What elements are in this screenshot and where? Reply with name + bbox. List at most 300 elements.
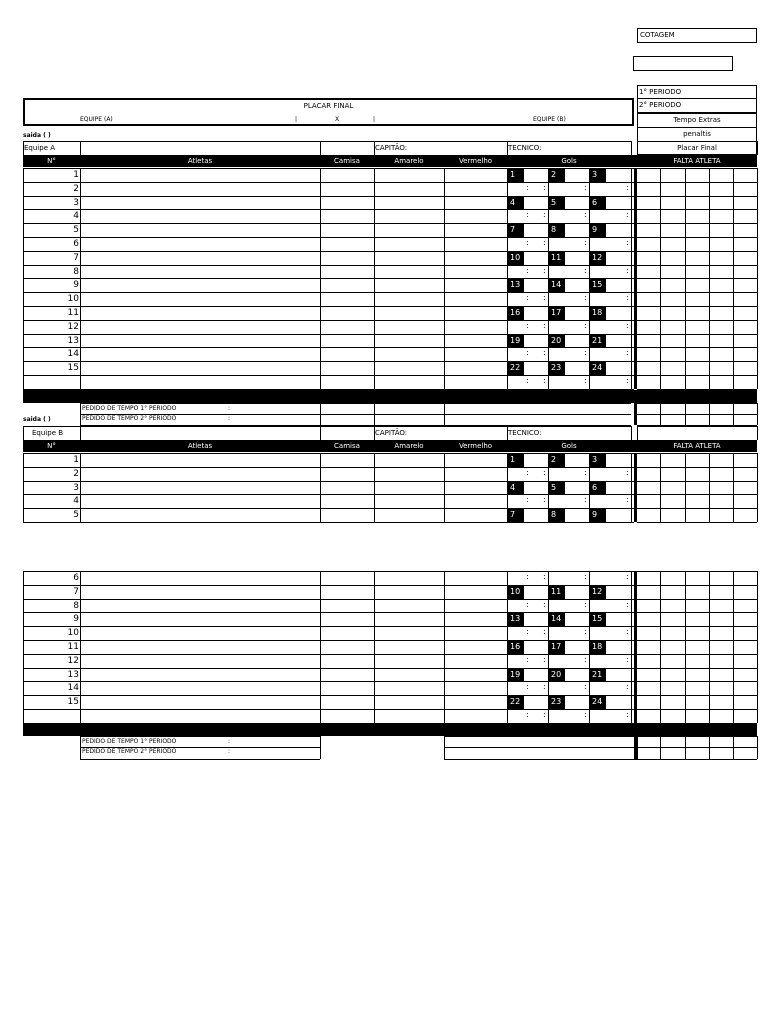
grid-line [637,522,757,523]
grid-line [685,403,686,425]
goal-number-box: 18 [590,641,606,654]
grid-line [320,168,321,389]
goal-time-colon: : [526,265,529,275]
grid-line [660,168,661,389]
athlete-name-cell[interactable] [81,454,319,466]
goal-number-box: 9 [590,224,606,237]
grid-line [637,375,757,376]
pedido-1-colon: : [228,405,231,412]
grid-line [637,251,757,252]
goal-time-colon: : [626,710,629,719]
grid-line [637,141,638,155]
header-num: N° [47,157,56,165]
goal-number-box: 22 [508,696,524,709]
athlete-row-number: 14 [67,349,79,360]
grid-line [374,168,375,389]
grid-line [637,654,757,655]
athlete-row-number: 12 [67,321,79,332]
goal-time-colon: : [626,495,629,505]
goal-time-colon: : [584,293,587,303]
grid-line [637,508,757,509]
goal-number-box: 17 [549,307,565,320]
grid-line [757,403,758,425]
goal-number-box: 19 [508,335,524,348]
grid-line [374,403,375,425]
placar-final-side-label: Placar Final [677,144,717,152]
goal-time-colon: : [526,210,529,220]
goal-time-colon: : [626,210,629,220]
athlete-row-number: 10 [67,294,79,305]
goal-time-colon: : [526,654,529,664]
penaltis-label: penaltis [683,130,711,138]
goal-number-box: 15 [590,279,606,292]
goal-time-colon: : [526,710,529,719]
cotagem-input[interactable] [633,56,733,71]
capitao-label-b: CAPITÃO: [375,429,408,437]
grid-line [637,182,757,183]
athlete-name-cell[interactable] [81,482,319,494]
grid-line [685,736,686,759]
tempo-extras-label: Tempo Extras [673,116,721,124]
goal-time-colon: : [626,572,629,581]
periodo1-label: 1° PERIODO [639,88,682,96]
capitao-label-a: CAPITÃO: [375,144,408,152]
grid-line [637,306,757,307]
grid-line [757,571,758,723]
header-camisa: Camisa [334,442,360,450]
goal-number-box: 10 [508,586,524,599]
goal-number-box: 14 [549,613,565,626]
goal-time-colon: : [584,627,587,637]
athlete-row-number: 2 [73,468,79,479]
grid-line [23,426,24,440]
goal-time-colon: : [584,467,587,477]
athlete-row-number: 8 [73,266,79,277]
placar-sep-1: | [295,116,298,123]
goal-time-colon: : [584,495,587,505]
goal-time-colon: : [543,293,546,303]
athlete-name-cell[interactable] [81,362,319,374]
goal-number-box: 7 [508,224,524,237]
grid-line [685,168,686,389]
goal-number-box: 24 [590,696,606,709]
goal-time-colon: : [543,265,546,275]
grid-line [709,736,710,759]
athlete-name-cell[interactable] [81,335,319,347]
grid-line [637,695,757,696]
athlete-row-number: 9 [73,280,79,291]
athlete-name-cell[interactable] [81,307,319,319]
goal-number-box: 21 [590,335,606,348]
grid-line [631,141,632,155]
goal-number-box: 24 [590,362,606,375]
athlete-row-number: 4 [73,496,79,507]
goal-time-colon: : [584,182,587,192]
grid-line [637,320,757,321]
grid-line [660,403,661,425]
goal-time-colon: : [543,376,546,385]
goal-number-box: 19 [508,669,524,682]
athlete-row-number: 1 [73,455,79,465]
athlete-row-number: 14 [67,683,79,694]
goal-time-colon: : [526,495,529,505]
athlete-name-cell[interactable] [81,238,319,250]
athlete-row-number: 9 [73,614,79,625]
grid-line [757,141,758,155]
grid-line [444,747,757,748]
goal-number-box: 8 [549,509,565,522]
goal-time-colon: : [584,654,587,664]
goal-time-colon: : [626,320,629,330]
grid-line [637,168,757,169]
goal-time-colon: : [584,599,587,609]
header-gols: Gols [561,442,577,450]
athlete-row-number: 4 [73,211,79,222]
goal-time-colon: : [543,210,546,220]
pedido-1-label-a: PEDIDO DE TEMPO 1° PERIODO [82,405,177,412]
grid-line [733,736,734,759]
goal-time-colon: : [584,376,587,385]
goal-time-colon: : [543,572,546,581]
grid-line [637,640,757,641]
header-amarelo: Amarelo [394,442,424,450]
goal-time-colon: : [626,682,629,692]
goal-number-box: 20 [549,669,565,682]
header-gols: Gols [561,157,577,165]
grid-line [637,209,757,210]
goal-time-colon: : [584,348,587,358]
header-camisa: Camisa [334,157,360,165]
tecnico-label-a: TECNICO: [508,144,542,152]
pedido-1-colon: : [228,738,231,745]
athlete-row-number: 6 [73,239,79,249]
athlete-name-cell[interactable] [81,641,319,653]
goal-number-box: 8 [549,224,565,237]
header-vermelho: Vermelho [458,157,493,165]
grid-line [637,292,757,293]
goal-time-colon: : [543,627,546,637]
header-atletas: Atletas [187,442,213,450]
grid-line [320,426,321,440]
grid-line [320,453,321,522]
team-a-footer-band [23,390,757,403]
grid-line [320,736,321,759]
grid-line [23,522,634,523]
header-amarelo: Amarelo [394,157,424,165]
athlete-name-cell[interactable] [81,252,319,264]
grid-line [637,403,757,404]
goal-time-colon: : [526,293,529,303]
grid-line [637,278,757,279]
goal-time-colon: : [584,682,587,692]
goal-number-box: 22 [508,362,524,375]
goal-number-box: 1 [508,169,524,182]
goal-time-colon: : [543,320,546,330]
goal-number-box: 17 [549,641,565,654]
team-name-b: Equipe B [32,429,64,437]
grid-line [637,141,757,142]
grid-line [637,626,757,627]
athlete-row-number: 15 [67,363,79,374]
pedido-2-label-b: PEDIDO DE TEMPO 2° PERIODO [82,748,177,755]
grid-line [631,571,632,723]
grid-line [80,426,81,440]
grid-line [444,759,757,760]
athlete-row-number: 1 [73,170,79,180]
goal-number-box: 13 [508,279,524,292]
grid-line [685,571,686,723]
grid-line [374,571,375,723]
athlete-name-cell[interactable] [81,348,319,360]
grid-line [637,571,757,572]
goal-number-box: 23 [549,696,565,709]
athlete-name-cell[interactable] [81,495,319,507]
grid-line [637,612,757,613]
goal-time-colon: : [626,293,629,303]
goal-time-colon: : [543,238,546,247]
athlete-row-number: 3 [73,197,79,208]
goal-number-box: 6 [590,197,606,210]
grid-line [444,403,445,425]
team-name-a: Equipe A [24,144,56,152]
athlete-name-cell[interactable] [81,293,319,305]
athlete-name-cell[interactable] [81,468,319,480]
pedido-2-colon: : [228,748,231,755]
grid-line [320,141,321,155]
goal-time-colon: : [584,710,587,719]
goal-time-colon: : [626,348,629,358]
goal-time-colon: : [543,710,546,719]
athlete-name-cell[interactable] [81,266,319,278]
athlete-row-number: 7 [73,586,79,597]
athlete-row-number: 7 [73,252,79,263]
grid-line [757,453,758,522]
goal-time-colon: : [584,572,587,581]
goal-time-colon: : [584,210,587,220]
goal-time-colon: : [526,467,529,477]
goal-number-box: 11 [549,586,565,599]
placar-x: X [335,116,340,123]
athlete-name-cell[interactable] [81,224,319,236]
grid-line [637,494,757,495]
goal-time-colon: : [626,627,629,637]
goal-number-box: 23 [549,362,565,375]
goal-time-colon: : [626,654,629,664]
goal-time-colon: : [543,654,546,664]
grid-line [631,426,632,440]
goal-time-colon: : [626,467,629,477]
goal-time-colon: : [543,495,546,505]
grid-line [709,453,710,522]
goal-number-box: 2 [549,454,565,467]
team-b-footer-band [23,723,757,736]
goal-number-box: 2 [549,169,565,182]
grid-line [374,453,375,522]
athlete-name-cell[interactable] [81,321,319,333]
athlete-row-number: 11 [67,308,79,318]
goal-number-box: 1 [508,454,524,467]
grid-line [637,426,757,427]
goal-time-colon: : [526,376,529,385]
pedido-2-colon: : [228,415,231,422]
athlete-name-cell[interactable] [81,210,319,222]
athlete-name-cell[interactable] [81,169,319,181]
athlete-row-number: 10 [67,628,79,639]
grid-line [733,168,734,389]
goal-number-box: 16 [508,641,524,654]
athlete-row-number: 15 [67,697,79,708]
athlete-name-cell[interactable] [81,669,319,681]
goal-number-box: 3 [590,169,606,182]
goal-number-box: 18 [590,307,606,320]
grid-line [757,736,758,759]
athlete-row-number: 3 [73,482,79,493]
goal-time-colon: : [526,182,529,192]
cotagem-label: COTAGEM [640,31,675,39]
saida-b: saida ( ) [23,416,51,423]
goal-time-colon: : [626,599,629,609]
grid-line [444,168,445,389]
goal-time-colon: : [526,627,529,637]
grid-line [757,426,758,440]
grid-line [637,426,638,440]
grid-line [320,403,321,425]
grid-line [637,334,757,335]
goal-number-box: 3 [590,454,606,467]
goal-number-box: 16 [508,307,524,320]
grid-line [733,453,734,522]
grid-line [80,736,81,759]
goal-time-colon: : [526,238,529,247]
athlete-name-cell[interactable] [81,613,319,625]
grid-line [660,736,661,759]
grid-line [637,709,757,710]
goal-time-colon: : [626,182,629,192]
goal-number-box: 13 [508,613,524,626]
athlete-name-cell[interactable] [81,197,319,209]
grid-line [80,403,81,425]
grid-line [80,141,81,155]
grid-line [733,403,734,425]
athlete-name-cell[interactable] [81,586,319,598]
athlete-name-cell[interactable] [81,627,319,639]
header-vermelho: Vermelho [458,442,493,450]
goal-time-colon: : [626,376,629,385]
goal-time-colon: : [543,599,546,609]
athlete-row-number: 5 [73,510,79,521]
grid-line [444,571,445,723]
grid-line [320,571,321,723]
grid-line [709,168,710,389]
grid-line [631,168,632,389]
athlete-name-cell[interactable] [81,682,319,694]
goal-number-box: 10 [508,252,524,265]
athlete-name-cell[interactable] [81,655,319,667]
goal-number-box: 12 [590,586,606,599]
grid-line [80,759,320,760]
athlete-name-cell[interactable] [81,696,319,708]
grid-line [733,571,734,723]
tecnico-label-b: TECNICO: [508,429,542,437]
goal-number-box: 21 [590,669,606,682]
grid-line [757,168,758,389]
goal-number-box: 6 [590,482,606,495]
grid-line [709,403,710,425]
grid-line [637,599,757,600]
grid-line [637,736,638,759]
grid-line [637,668,757,669]
grid-line [444,736,445,759]
grid-line [637,223,757,224]
grid-line [637,453,757,454]
grid-line [660,571,661,723]
saida-a: saida ( ) [23,132,51,139]
athlete-name-cell[interactable] [81,509,319,521]
grid-line [685,453,686,522]
goal-number-box: 4 [508,197,524,210]
athlete-row-number: 11 [67,642,79,652]
grid-line [637,237,757,238]
pedido-2-label-a: PEDIDO DE TEMPO 2° PERIODO [82,415,177,422]
goal-time-colon: : [526,682,529,692]
grid-line [444,453,445,522]
athlete-row-number: 5 [73,225,79,236]
grid-line [637,467,757,468]
thick-separator [634,453,637,522]
grid-line [637,585,757,586]
goal-number-box: 4 [508,482,524,495]
goal-number-box: 12 [590,252,606,265]
goal-number-box: 15 [590,613,606,626]
goal-time-colon: : [584,265,587,275]
goal-number-box: 20 [549,335,565,348]
header-num: N° [47,442,56,450]
athlete-name-cell[interactable] [81,183,319,195]
grid-line [660,453,661,522]
goal-time-colon: : [584,238,587,247]
athlete-row-number: 6 [73,573,79,583]
goal-time-colon: : [626,265,629,275]
grid-line [637,681,757,682]
grid-line [631,453,632,522]
goal-number-box: 14 [549,279,565,292]
goal-time-colon: : [543,682,546,692]
thick-separator [634,168,637,389]
athlete-row-number: 12 [67,655,79,666]
goal-time-colon: : [626,238,629,247]
placar-final-title: PLACAR FINAL [303,102,354,110]
athlete-name-cell[interactable] [81,600,319,612]
goal-number-box: 9 [590,509,606,522]
goal-number-box: 5 [549,197,565,210]
header-atletas: Atletas [187,157,213,165]
goal-time-colon: : [543,467,546,477]
athlete-name-cell[interactable] [81,572,319,584]
pedido-1-label-b: PEDIDO DE TEMPO 1° PERIODO [82,738,177,745]
goal-time-colon: : [543,182,546,192]
grid-line [444,736,757,737]
goal-number-box: 5 [549,482,565,495]
grid-line [637,414,757,415]
goal-time-colon: : [526,320,529,330]
goal-number-box: 11 [549,252,565,265]
grid-line [637,265,757,266]
thick-separator [634,571,637,723]
grid-line [637,481,757,482]
goal-time-colon: : [526,599,529,609]
athlete-name-cell[interactable] [81,279,319,291]
header-falta-atleta: FALTA ATLETA [673,442,721,450]
